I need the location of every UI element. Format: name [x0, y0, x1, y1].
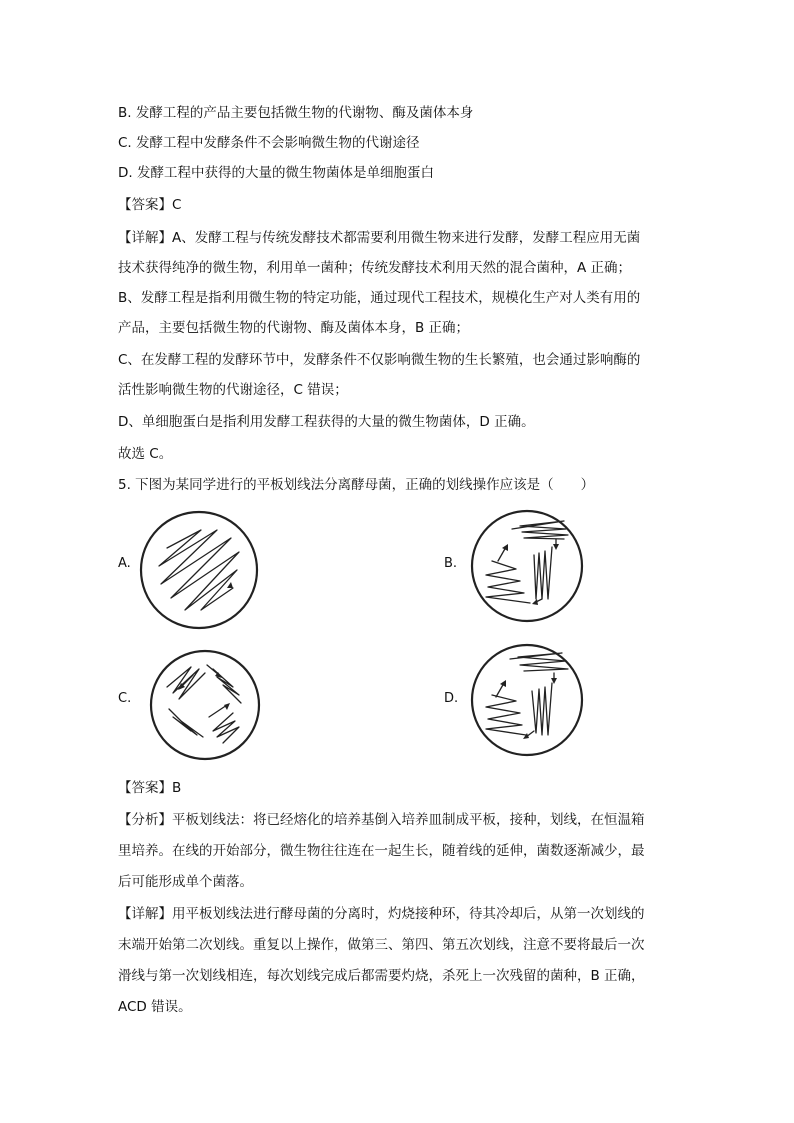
petri-dish-c	[147, 647, 263, 763]
detail-line-7: D、单细胞蛋白是指利用发酵工程获得的大量的微生物菌体，D 正确。	[118, 414, 535, 430]
answer-q5: 【答案】B	[118, 780, 182, 796]
analysis-line-2: 里培养。在线的开始部分，微生物往往连在一起生长，随着线的延伸，菌数逐渐减少，最	[118, 843, 645, 859]
detail-line-3: B、发酵工程是指利用微生物的特定功能，通过现代工程技术，规模化生产对人类有用的	[118, 290, 641, 306]
analysis-line-1: 【分析】平板划线法：将已经熔化的培养基倒入培养皿制成平板，接种，划线，在恒温箱	[118, 812, 645, 828]
explanation-line-1: 【详解】用平板划线法进行酵母菌的分离时，灼烧接种环，待其冷却后，从第一次划线的	[118, 906, 645, 922]
explanation-line-4: ACD 错误。	[118, 999, 192, 1015]
explanation-line-2: 末端开始第二次划线。重复以上操作，做第三、第四、第五次划线，注意不要将最后一次	[118, 937, 645, 953]
petri-dish-d	[468, 641, 586, 759]
analysis-line-3: 后可能形成单个菌落。	[118, 874, 253, 890]
option-b-text: B. 发酵工程的产品主要包括微生物的代谢物、酶及菌体本身	[118, 105, 474, 121]
explanation-line-3: 滑线与第一次划线相连，每次划线完成后都需要灼烧，杀死上一次残留的菌种，B 正确，	[118, 968, 645, 984]
detail-line-4: 产品，主要包括微生物的代谢物、酶及菌体本身，B 正确；	[118, 320, 470, 336]
figure-label-d: D.	[444, 691, 459, 706]
detail-line-2: 技术获得纯净的微生物，利用单一菌种；传统发酵技术利用天然的混合菌种，A 正确；	[118, 260, 632, 276]
figure-label-a: A.	[118, 556, 131, 571]
figure-label-b: B.	[444, 556, 458, 571]
petri-dish-b	[468, 507, 586, 625]
option-c-text: C. 发酵工程中发酵条件不会影响微生物的代谢途径	[118, 135, 420, 151]
answer-q4: 【答案】C	[118, 197, 182, 213]
question-5: 5. 下图为某同学进行的平板划线法分离酵母菌，正确的划线操作应该是（ ）	[118, 477, 595, 493]
detail-line-1: 【详解】A、发酵工程与传统发酵技术都需要利用微生物来进行发酵，发酵工程应用无菌	[118, 230, 641, 246]
detail-line-6: 活性影响微生物的代谢途径，C 错误；	[118, 382, 348, 398]
select-q4: 故选 C。	[118, 446, 173, 462]
petri-dish-a	[137, 508, 261, 632]
figure-label-c: C.	[118, 691, 132, 706]
detail-line-5: C、在发酵工程的发酵环节中，发酵条件不仅影响微生物的生长繁殖，也会通过影响酶的	[118, 352, 641, 368]
option-d-text: D. 发酵工程中获得的大量的微生物菌体是单细胞蛋白	[118, 165, 434, 181]
